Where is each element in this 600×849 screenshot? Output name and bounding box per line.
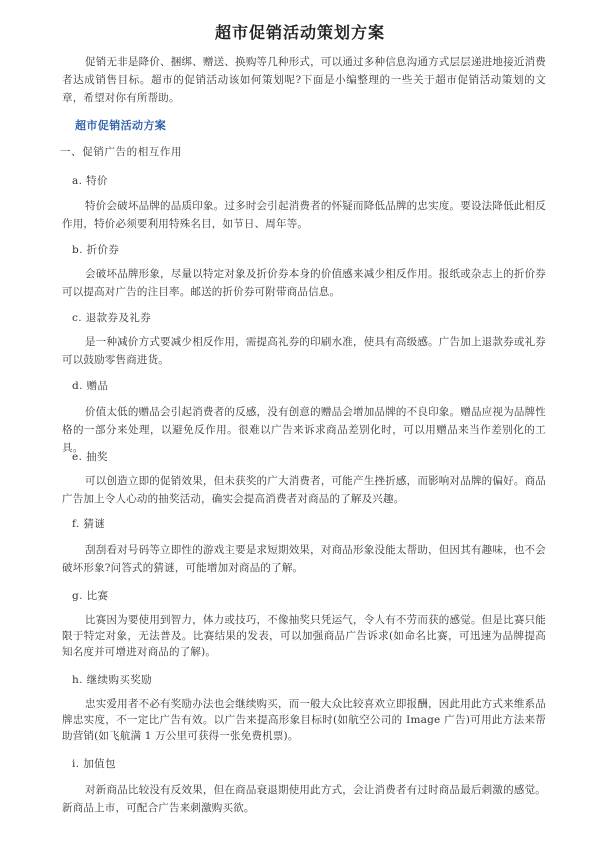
item-label: f. 猜谜 [72,518,106,530]
item-label: c. 退款券及礼券 [72,312,152,324]
item-paragraph: 忠实爱用者不必有奖励办法也会继续购买，而一般大众比较喜欢立即报酬，因此用此方式来维系品牌忠实度，不一定比广告有效。以广告来提高形象目标时(如航空公司的 Image 广告)可用此方法来帮助营销(如飞航满 1 万公里可获得一张免费机票)。 [62,698,546,742]
item-label: h. 继续购买奖励 [72,674,153,686]
item-label: i. 加值包 [72,758,116,770]
intro-paragraph: 促销无非是降价、捆绑、赠送、换购等几种形式，可以通过多种信息沟通方式层层递进地接近消费者达成销售目标。超市的促销活动该如何策划呢?下面是小编整理的一些关于超市促销活动策划的文章，希望对你有所帮助。 [62,56,546,104]
item-paragraph: 可以创造立即的促销效果，但未获奖的广大消费者，可能产生挫折感，而影响对品牌的偏好。商品广告加上令人心动的抽奖活动，确实会提高消费者对商品的了解及兴趣。 [62,475,546,505]
item-label: d. 赠品 [72,380,109,392]
item-paragraph: 对新商品比较没有反效果，但在商品衰退期使用此方式，会让消费者有过时商品最后刺激的感觉。新商品上市，可配合广告来刺激购买欲。 [62,784,546,814]
item-paragraph: 特价会破坏品牌的品质印象。过多时会引起消费者的怀疑而降低品牌的忠实度。要设法降低此相反作用，特价必须要利用特殊名目，如节日、周年等。 [62,200,546,230]
item-label: b. 折价券 [72,244,120,256]
item-paragraph: 比赛因为要使用到智力，体力或技巧，不像抽奖只凭运气，令人有不劳而获的感觉。但是比赛只能限于特定对象，无法普及。比赛结果的发表，可以加强商品广告诉求(如命名比赛，可迅速为品牌提高知名度并可增进对商品的了解)。 [62,614,546,658]
item-paragraph: 是一种减价方式要减少相反作用，需提高礼券的印刷水准，使具有高级感。广告加上退款券或礼券可以鼓励零售商进货。 [62,336,546,366]
item-paragraph: 价值太低的赠品会引起消费者的反感，没有创意的赠品会增加品牌的不良印象。赠品应视为品牌性格的一部分来处理，以避免反作用。很难以广告来诉求商品差别化时，可以用赠品来当作差别化的工具。 [62,406,546,454]
item-paragraph: 刮刮看对号码等立即性的游戏主要是求短期效果，对商品形象没能太帮助，但因其有趣味，也不会破坏形象?问答式的猜谜，可能增加对商品的了解。 [62,544,546,574]
article-heading: 超市促销活动方案 [75,119,167,132]
item-label: a. 特价 [72,175,108,187]
item-label: g. 比赛 [72,590,109,602]
item-label: e. 抽奖 [72,451,108,463]
page-title: 超市促销活动策划方案 [214,23,385,42]
item-paragraph: 会破坏品牌形象，尽量以特定对象及折价券本身的价值感来减少相反作用。报纸或杂志上的折价券可以提高对广告的注目率。邮送的折价券可附带商品信息。 [62,268,546,298]
section-title: 一、促销广告的相互作用 [60,146,183,158]
